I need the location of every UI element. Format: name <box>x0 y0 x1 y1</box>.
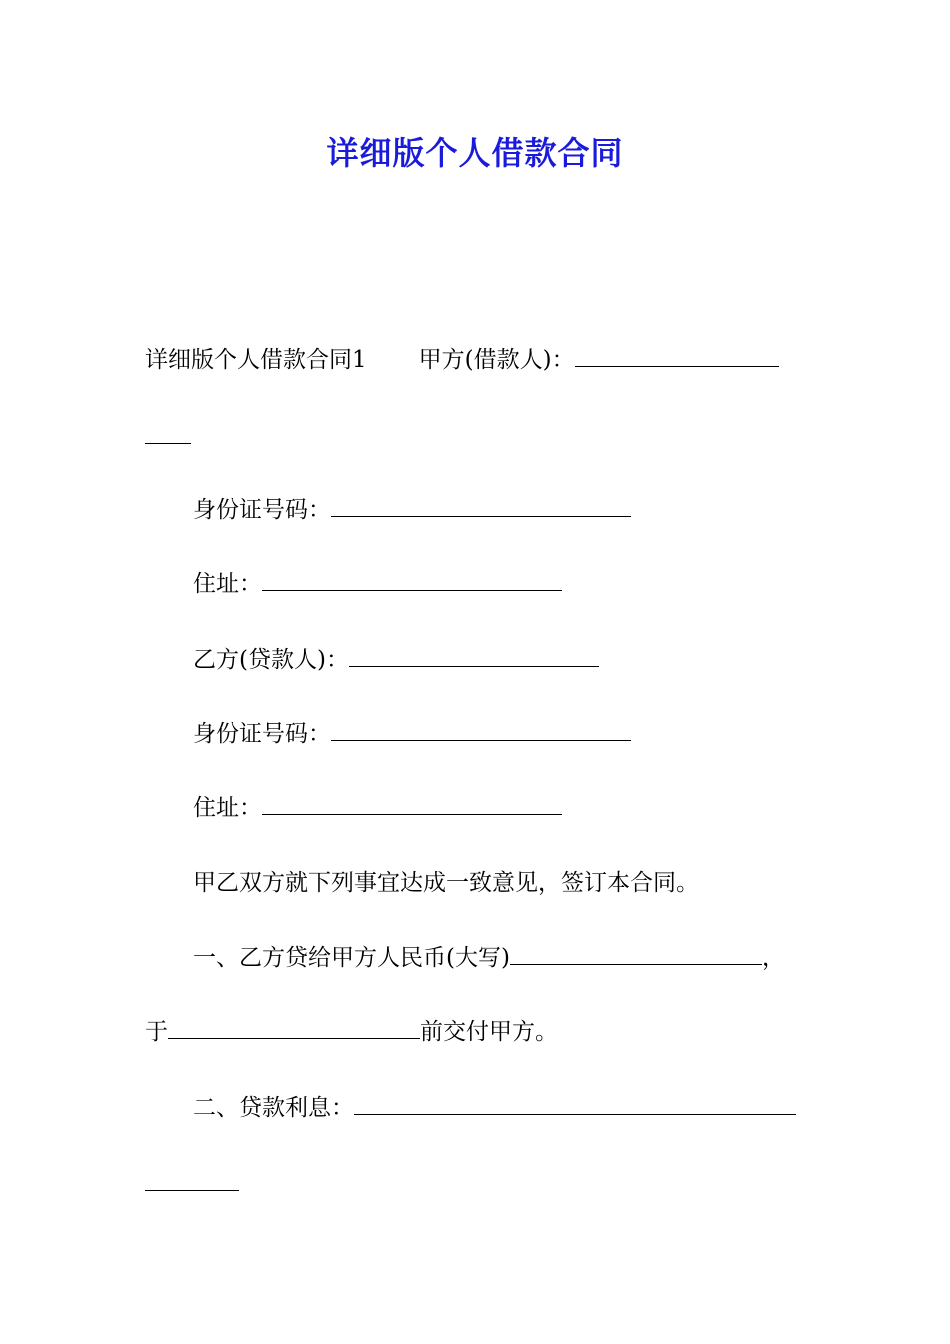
clause-1-row-2 <box>145 1016 558 1047</box>
party-b-label: 乙方(贷款人)： <box>193 647 349 673</box>
loan-amount-blank[interactable] <box>510 942 762 965</box>
party-b-address-label: 住址： <box>193 795 262 821</box>
party-b-address-blank[interactable] <box>262 792 562 815</box>
clause-2-text: 二、贷款利息： <box>193 1095 354 1121</box>
heading-line <box>145 344 779 375</box>
party-a-name-blank-continued[interactable] <box>145 442 191 444</box>
party-a-label: 甲方(借款人)： <box>418 347 575 373</box>
party-a-address-blank[interactable] <box>262 568 562 591</box>
party-b-address-row <box>193 792 562 823</box>
party-a-name-blank[interactable] <box>575 344 779 367</box>
party-b-id-row <box>193 718 631 749</box>
party-a-address-label: 住址： <box>193 571 262 597</box>
party-a-id-blank[interactable] <box>331 494 631 517</box>
document-title: 详细版个人借款合同 <box>326 134 624 172</box>
party-a-address-row <box>193 568 562 599</box>
clause-2-row <box>193 1092 796 1123</box>
party-b-id-blank[interactable] <box>331 718 631 741</box>
delivery-date-blank[interactable] <box>168 1016 420 1039</box>
agreement-text: 甲乙双方就下列事宜达成一致意见，签订本合同。 <box>193 870 699 896</box>
clause-1-line2-suffix: 前交付甲方。 <box>420 1019 558 1045</box>
party-b-id-label: 身份证号码： <box>193 721 331 747</box>
clause-1-line2-prefix: 于 <box>145 1019 168 1045</box>
clause-1-suffix: ， <box>761 945 785 971</box>
party-b-name-blank[interactable] <box>349 644 599 667</box>
clause-1-row <box>193 942 785 973</box>
interest-blank[interactable] <box>354 1092 796 1115</box>
clause-1-text: 一、乙方贷给甲方人民币(大写) <box>193 945 510 971</box>
party-a-id-row <box>193 494 631 525</box>
interest-blank-continued[interactable] <box>145 1189 239 1191</box>
party-a-id-label: 身份证号码： <box>193 497 331 523</box>
doc-name: 详细版个人借款合同1 <box>145 347 367 373</box>
party-b-row <box>193 644 599 675</box>
